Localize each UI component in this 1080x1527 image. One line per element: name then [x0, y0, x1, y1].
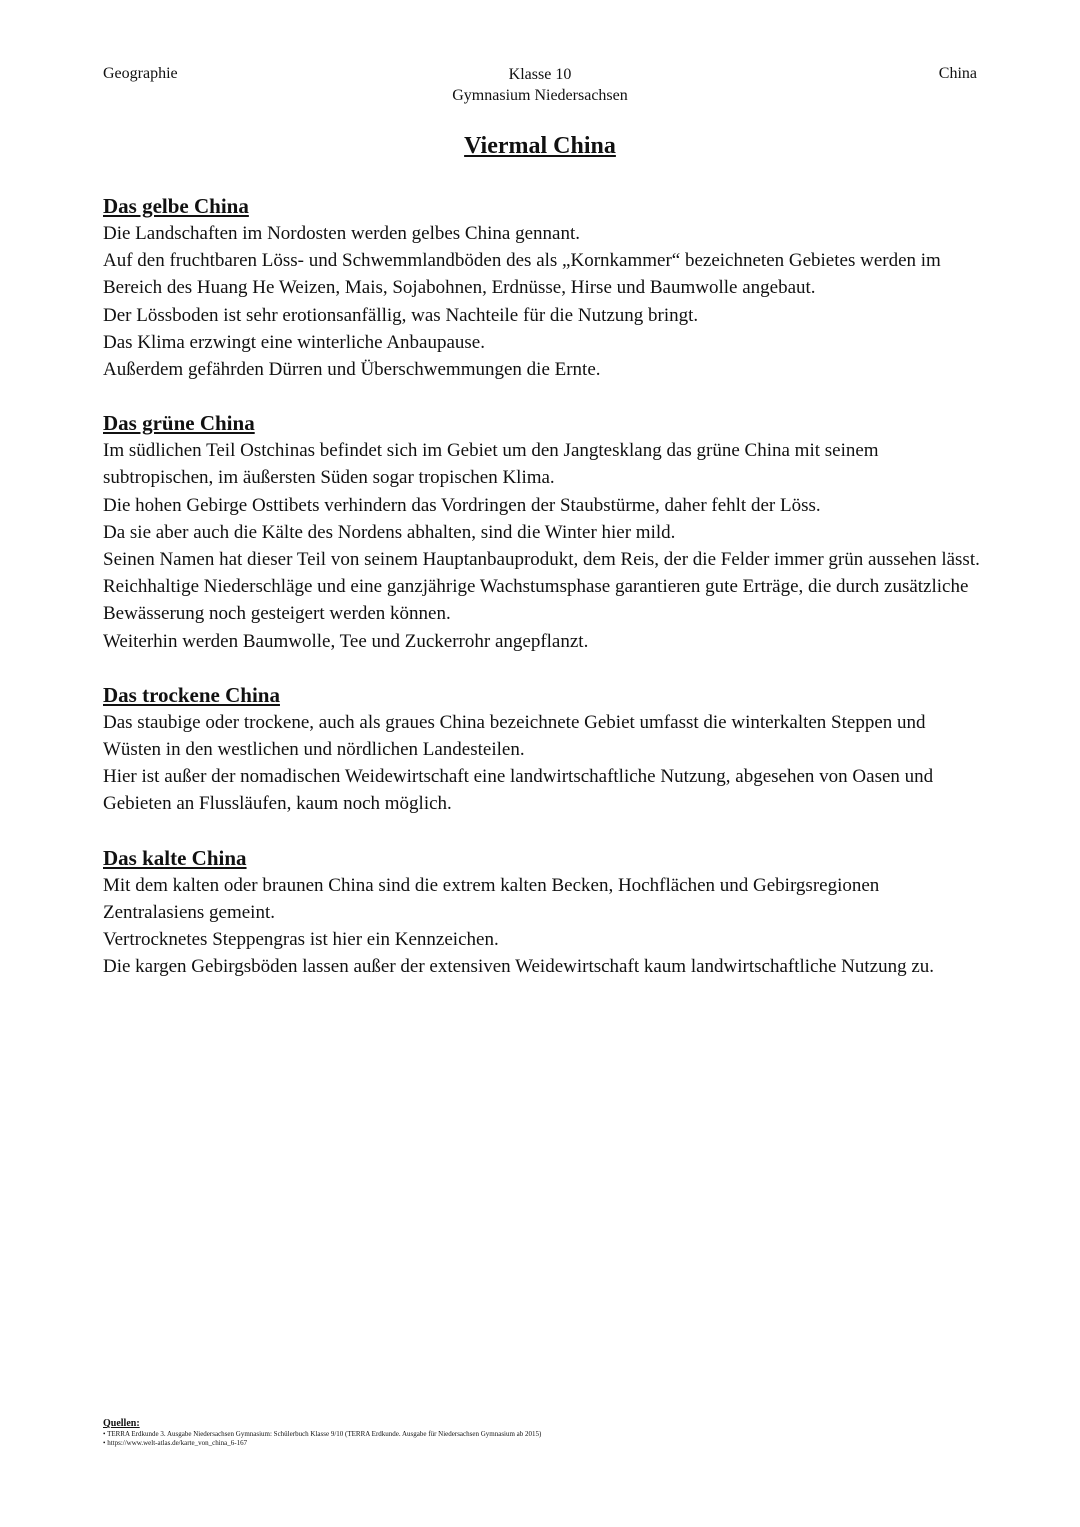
paragraph: Das Klima erzwingt eine winterliche Anbaupause. — [103, 331, 485, 353]
paragraph: Reichhaltige Niederschläge und eine ganzjährige Wachstumsphase garantieren gute Erträge, die durch zusätzliche Bewässerung noch gesteigert werden können. — [103, 576, 969, 625]
source-link: • https://www.welt-atlas.de/karte_von_china_6-167 — [103, 1439, 248, 1447]
section-heading: Das gelbe China — [103, 194, 249, 218]
paragraph: Da sie aber auch die Kälte des Nordens abhalten, sind die Winter hier mild. — [103, 521, 676, 543]
section-heading: Das trockene China — [103, 682, 280, 707]
section-trockene-china — [103, 682, 983, 818]
header-topic: China — [938, 65, 977, 82]
section-kalte-china — [103, 845, 983, 981]
header-subject: Geographie — [103, 65, 178, 82]
sources-footnote — [103, 1418, 803, 1448]
paragraph: Außerdem gefährden Dürren und Überschwemmungen die Ernte. — [103, 359, 601, 381]
header-school: Gymnasium Niedersachsen — [452, 87, 628, 104]
paragraph: Das staubige oder trockene, auch als graues China bezeichnete Gebiet umfasst die winterkalten Steppen und Wüsten in den westlichen und nördlichen Landesteilen. — [103, 711, 926, 761]
header-class-info — [0, 64, 1080, 106]
sources-heading: Quellen: — [103, 1418, 140, 1429]
paragraph: Seinen Namen hat dieser Teil von seinem Hauptanbauprodukt, dem Reis, der die Felder immer grün aussehen lässt. — [103, 549, 980, 571]
section-heading: Das grüne China — [103, 411, 255, 436]
page-title: Viermal China — [464, 133, 616, 159]
paragraph: Hier ist außer der nomadischen Weidewirtschaft eine landwirtschaftliche Nutzung, abgesehen von Oasen und Gebieten an Flussläufen, kaum noch möglich. — [103, 766, 934, 815]
section-heading: Das kalte China — [103, 845, 247, 870]
paragraph: Die hohen Gebirge Osttibets verhindern das Vordringen der Staubstürme, daher fehlt der Löss. — [103, 494, 821, 516]
source-item: • TERRA Erdkunde 3. Ausgabe Niedersachsen Gymnasium: Schülerbuch Klasse 9/10 (TERRA Erdkunde. Ausgabe für Niedersachsen Gymnasium ab 2015) — [103, 1430, 542, 1438]
section-gruene-china — [103, 410, 983, 655]
paragraph: Die Landschaften im Nordosten werden gelbes China gennant. — [103, 223, 580, 244]
section-gelbe-china — [103, 193, 983, 383]
header-grade: Klasse 10 — [508, 66, 572, 83]
paragraph: Die kargen Gebirgsböden lassen außer der extensiven Weidewirtschaft kaum landwirtschaftliche Nutzung zu. — [103, 956, 935, 978]
paragraph: Weiterhin werden Baumwolle, Tee und Zuckerrohr angepflanzt. — [103, 630, 589, 652]
paragraph: Auf den fruchtbaren Löss- und Schwemmlandböden des als „Kornkammer“ bezeichneten Gebietes werden im Bereich des Huang He Weizen, Mais, Sojabohnen, Erdnüsse, Hirse und Baumwolle angebaut. — [103, 250, 941, 299]
paragraph: Mit dem kalten oder braunen China sind die extrem kalten Becken, Hochflächen und Gebirgsregionen Zentralasiens gemeint. — [103, 874, 880, 923]
paragraph: Im südlichen Teil Ostchinas befindet sich im Gebiet um den Jangtesklang das grüne China mit seinem subtropischen, im äußersten Süden sogar tropischen Klima. — [103, 440, 879, 489]
document-body — [103, 193, 983, 1007]
paragraph: Der Lössboden ist sehr erotionsanfällig, was Nachteile für die Nutzung bringt. — [103, 304, 699, 326]
paragraph: Vertrocknetes Steppengras ist hier ein Kennzeichen. — [103, 929, 499, 951]
